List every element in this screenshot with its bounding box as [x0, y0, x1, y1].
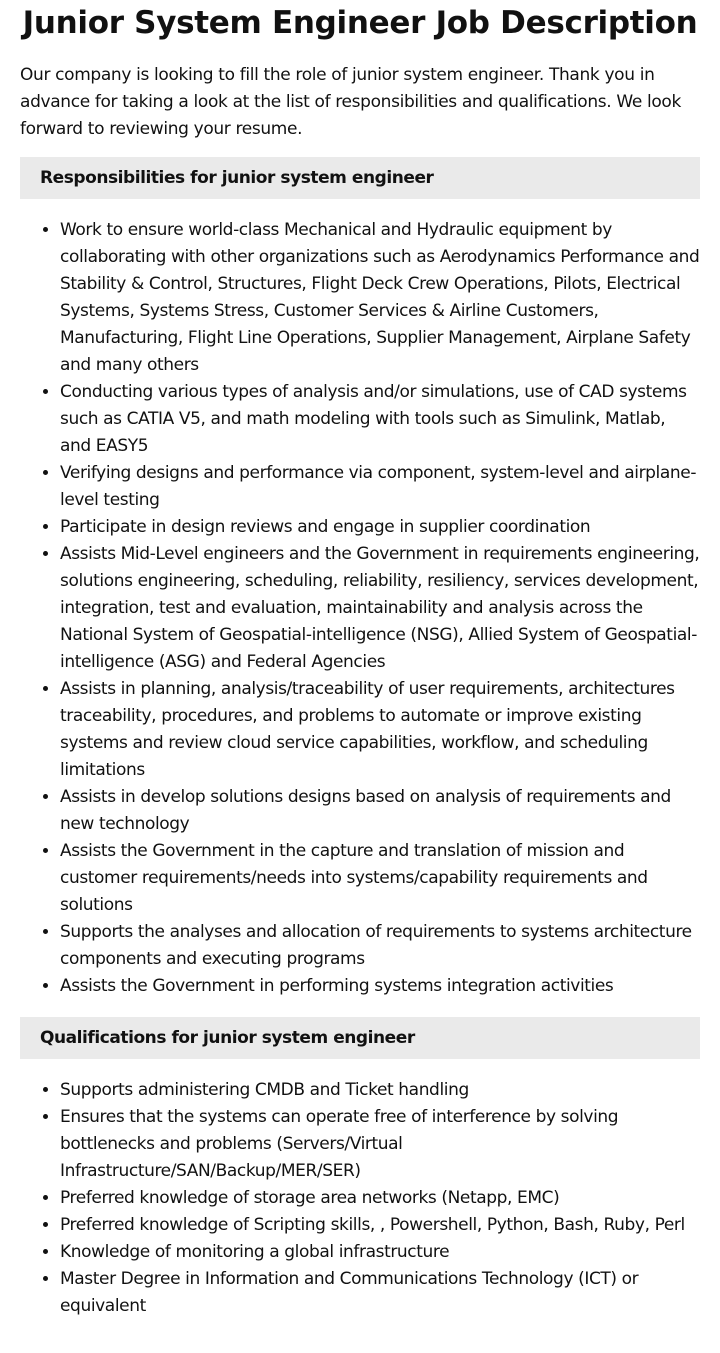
- list-item: • Assists the Government in performing systems integration activities: [60, 973, 700, 1000]
- responsibilities-list: [20, 217, 700, 1000]
- list-item: • Preferred knowledge of storage area networks (Netapp, EMC): [60, 1185, 700, 1212]
- list-item: • Assists in planning, analysis/traceability of user requirements, architectures traceability, procedures, and problems to automate or improve existing systems and review cloud service capabilities, workflow, and scheduling limitations: [60, 676, 700, 784]
- list-item: • Supports the analyses and allocation of requirements to systems architecture components and executing programs: [60, 919, 700, 973]
- list-item: • Verifying designs and performance via component, system-level and airplane-level testing: [60, 460, 700, 514]
- list-item: • Preferred knowledge of Scripting skills, , Powershell, Python, Bash, Ruby, Perl: [60, 1212, 700, 1239]
- responsibilities-heading: Responsibilities for junior system engineer: [20, 157, 700, 199]
- list-item: • Conducting various types of analysis and/or simulations, use of CAD systems such as CATIA V5, and math modeling with tools such as Simulink, Matlab, and EASY5: [60, 379, 700, 460]
- list-item: • Supports administering CMDB and Ticket handling: [60, 1077, 700, 1104]
- page-title: Junior System Engineer Job Description: [22, 5, 698, 41]
- list-item: • Assists Mid-Level engineers and the Government in requirements engineering, solutions engineering, scheduling, reliability, resiliency, services development, integration, test and evaluation, maintainability and analysis across the National System of Geospatial-intelligence (NSG), Allied System of Geospatial-intelligence (ASG) and Federal Agencies: [60, 541, 700, 676]
- qualifications-heading: Qualifications for junior system engineer: [20, 1017, 700, 1059]
- list-item: • Work to ensure world-class Mechanical and Hydraulic equipment by collaborating with other organizations such as Aerodynamics Performance and Stability & Control, Structures, Flight Deck Crew Operations, Pilots, Electrical Systems, Systems Stress, Customer Services & Airline Customers, Manufacturing, Flight Line Operations, Supplier Management, Airplane Safety and many others: [60, 217, 700, 379]
- list-item: • Participate in design reviews and engage in supplier coordination: [60, 514, 700, 541]
- list-item: • Assists the Government in the capture and translation of mission and customer requirements/needs into systems/capability requirements and solutions: [60, 838, 700, 919]
- qualifications-list: [20, 1077, 700, 1320]
- list-item: • Assists in develop solutions designs based on analysis of requirements and new technology: [60, 784, 700, 838]
- list-item: • Ensures that the systems can operate free of interference by solving bottlenecks and problems (Servers/Virtual Infrastructure/SAN/Backup/MER/SER): [60, 1104, 700, 1185]
- intro-paragraph: Our company is looking to fill the role of junior system engineer. Thank you in advance for taking a look at the list of responsibilities and qualifications. We look forward to reviewing your resume.: [20, 65, 681, 139]
- list-item: • Knowledge of monitoring a global infrastructure: [60, 1239, 700, 1266]
- list-item: • Master Degree in Information and Communications Technology (ICT) or equivalent: [60, 1266, 700, 1320]
